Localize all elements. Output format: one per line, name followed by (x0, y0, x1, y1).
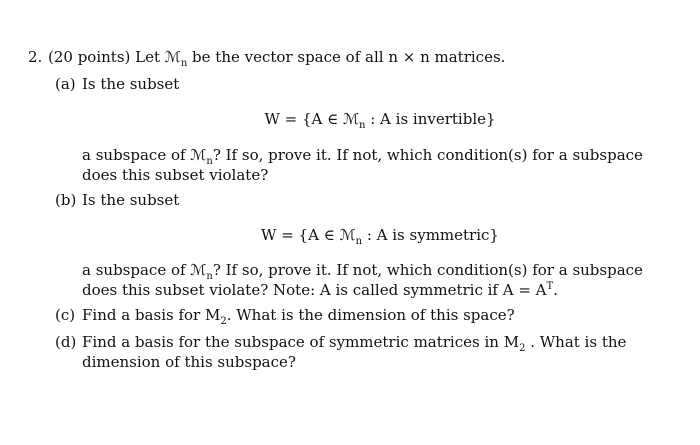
problem-number: 2. (28, 48, 43, 66)
part-b-intro: Is the subset (82, 191, 180, 209)
part-a-display-equation: W = {A ∈ ℳ$_n$ : A is invertible} (264, 110, 496, 131)
part-c-text: Find a basis for $M_2$. What is the dimension of this space? (82, 306, 515, 327)
part-b-question: a subspace of ℳ$_n$? If so, prove it. If not, which condition(s) for a subspace does this subset violate? Note: A is called symmetric if $A = A^T$. (82, 261, 643, 299)
part-a-intro: Is the subset (82, 75, 180, 93)
part-b-label: (b) (55, 191, 77, 209)
part-d-text: Find a basis for the subspace of symmetric matrices in $M_2$ . What is the dimension of this subspace? (82, 333, 627, 371)
part-c-label: (c) (55, 306, 76, 324)
part-d-label: (d) (55, 333, 77, 351)
problem-header: (20 points) Let ℳ$_n$ be the vector space of all n × n matrices. (48, 48, 506, 69)
part-a-label: (a) (55, 75, 76, 93)
part-a-question: a subspace of ℳ$_n$? If so, prove it. If not, which condition(s) for a subspace does this subset violate? (82, 146, 643, 184)
part-b-display-equation: W = {A ∈ ℳ$_n$ : A is symmetric} (261, 226, 499, 247)
